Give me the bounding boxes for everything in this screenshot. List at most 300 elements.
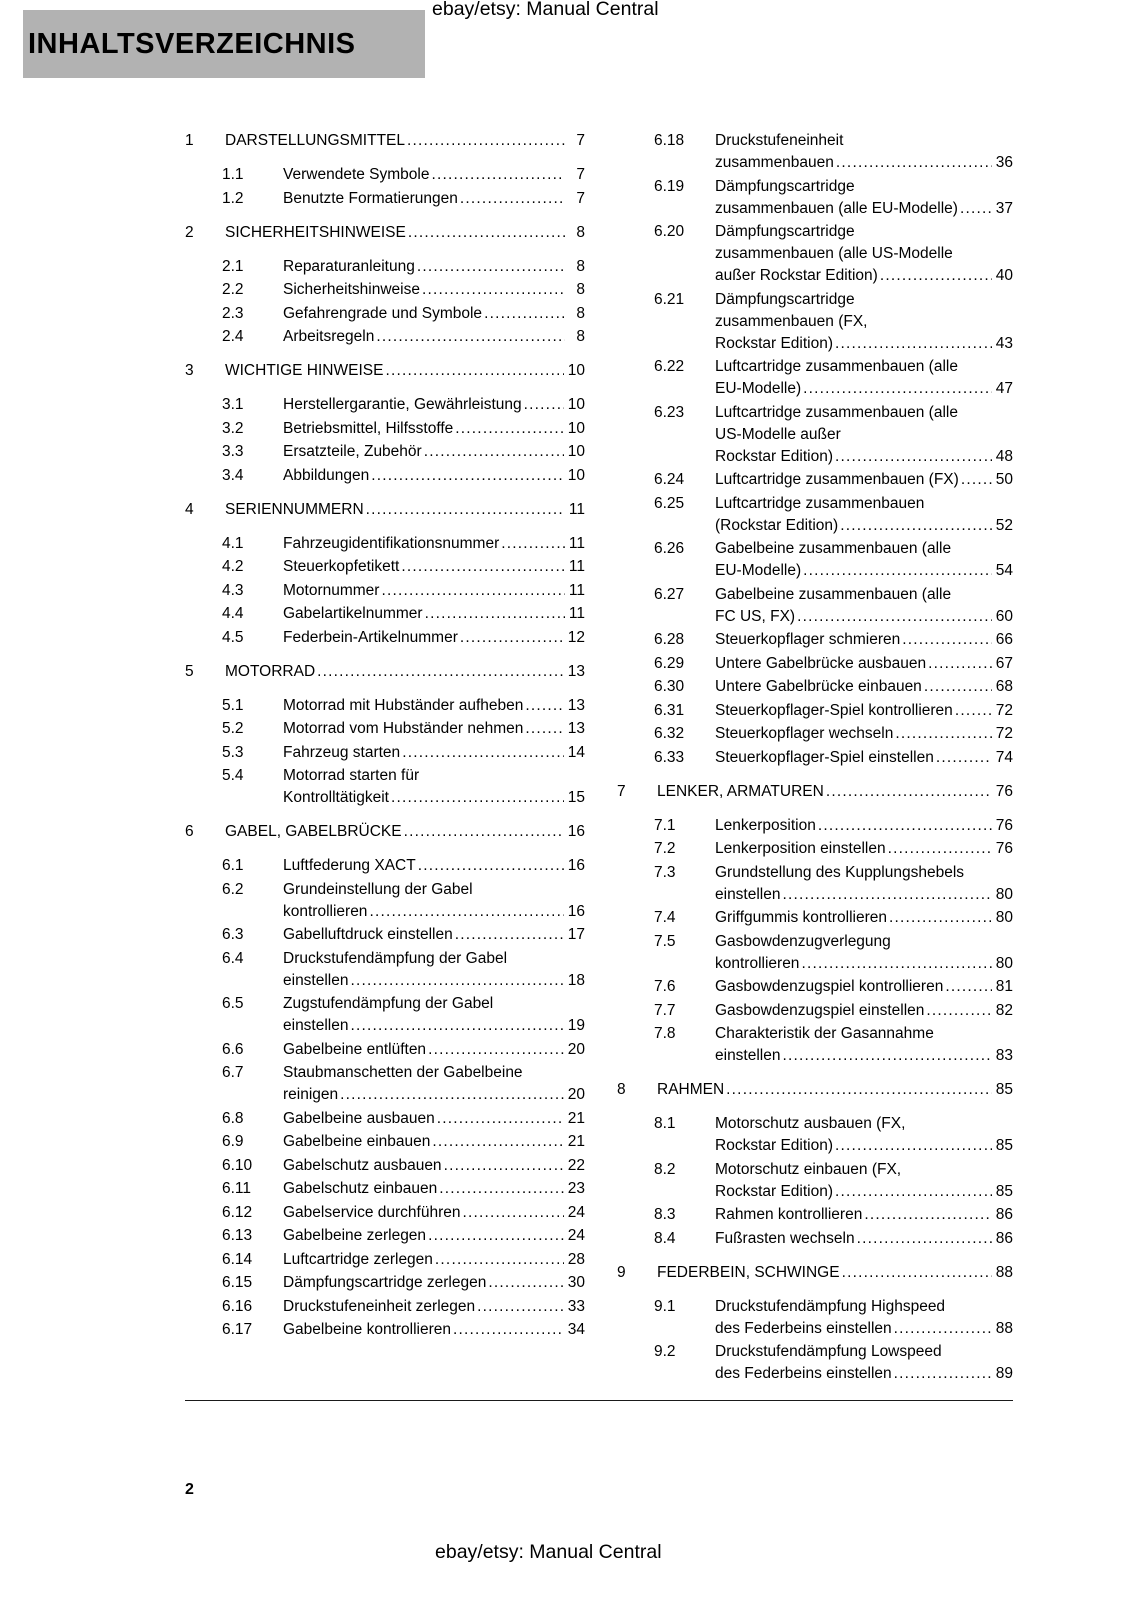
toc-chapter-entry [617,781,1013,803]
toc-entry-title [283,1178,585,1200]
toc-entry-page: 80 [995,954,1013,972]
dot-leader [317,661,564,683]
page-number: 2 [185,1481,194,1498]
toc-entry-page: 54 [995,562,1013,579]
toc-entry-number: 1 [185,132,194,149]
toc-section-entry [185,418,585,440]
toc-entry-number: 3 [185,362,194,379]
dot-leader [437,1108,564,1130]
toc-entry-title-line: Druckstufendämpfung Highspeed [715,1297,946,1315]
toc-entry-last-line [283,855,585,877]
toc-entry-title [657,1262,1013,1284]
toc-entry-title [283,993,585,1037]
toc-entry-title-line: Druckstufendämpfung der Gabel [283,949,508,967]
toc-section-entry [185,1155,585,1177]
toc-entry-page: 89 [995,1365,1013,1382]
toc-entry-title-line: Motorschutz einbauen (FX, [715,1160,902,1178]
dot-leader [889,907,992,929]
toc-entry-last-line [715,1135,1013,1157]
toc-entry-number: 6.27 [654,585,685,603]
toc-chapter-entry [185,360,585,382]
toc-entry-number: 6.8 [222,1109,244,1127]
dot-leader [501,533,565,555]
toc-entry-number: 7.1 [654,816,676,834]
toc-entry-title-line: Verwendete Symbole [283,166,430,183]
toc-entry-last-line [715,333,1013,355]
toc-entry-page: 18 [567,971,585,989]
toc-entry-number: 3.1 [222,396,244,413]
toc-entry-title [283,1202,585,1224]
toc-entry-last-line [715,815,1013,837]
toc-entry-title [715,1296,1013,1340]
toc-entry-page: 33 [567,1297,585,1315]
toc-entry-page: 85 [995,1137,1013,1154]
dot-leader [376,326,565,348]
toc-section-entry [617,747,1013,769]
toc-entry-title [715,402,1013,468]
toc-entry-title [283,948,585,992]
toc-entry-last-line [715,676,1013,698]
toc-entry-last-line [715,653,1013,675]
toc-entry-last-line [225,360,585,382]
toc-entry-last-line [715,1000,1013,1022]
toc-chapter-entry [185,222,585,244]
toc-entry-page: 36 [995,154,1013,171]
toc-entry-last-line [283,556,585,578]
toc-entry-title [715,1341,1013,1385]
toc-section-entry [185,718,585,740]
dot-leader [460,188,565,210]
toc-entry-number: 8.2 [654,1160,676,1178]
toc-section-entry [185,256,585,278]
toc-section-entry [185,164,585,186]
dot-leader [524,394,564,416]
toc-entry-number: 4.4 [222,605,244,622]
toc-entry-title [283,279,585,301]
toc-entry-title-line: Griffgummis kontrollieren [715,909,887,926]
toc-entry-title-line: Gabelbeine zusammenbauen (alle [715,585,952,603]
toc-entry-last-line [283,1015,585,1037]
toc-entry-last-line [715,700,1013,722]
toc-entry-number: 8.3 [654,1206,676,1223]
toc-entry-number: 6.31 [654,701,685,719]
dot-leader [453,1319,564,1341]
toc-entry-page: 13 [567,696,585,714]
toc-entry-title-line: Ersatzteile, Zubehör [283,443,422,460]
toc-entry-last-line [283,1131,585,1153]
toc-entry-page: 8 [576,304,585,322]
dot-leader [435,1249,564,1271]
toc-section-entry [617,538,1013,582]
toc-entry-title [225,661,585,683]
toc-entry-page: 10 [567,419,585,437]
toc-entry-title [225,499,585,521]
dot-leader [955,700,992,722]
toc-entry-last-line [715,838,1013,860]
dot-leader [961,469,992,491]
toc-entry-title-line: Charakteristik der Gasannahme [715,1025,934,1042]
toc-entry-title-line: Motorrad vom Hubständer nehmen [283,720,524,737]
toc-entry-title-line: Fahrzeug starten [283,743,401,761]
toc-entry-last-line [283,394,585,416]
toc-entry-number: 6.25 [654,494,685,512]
toc-entry-title-line: Grundstellung des Kupplungshebels [715,863,965,881]
toc-entry-title-line: Gefahrengrade und Symbole [283,304,483,322]
toc-entry-title [715,976,1013,998]
toc-entry-page: 10 [567,443,585,460]
toc-section-entry [617,130,1013,174]
footer-rule [185,1400,1013,1401]
dot-leader [418,855,564,877]
dot-leader [444,1155,564,1177]
toc-entry-title-line: Steuerkopflager-Spiel einstellen [715,748,934,766]
toc-entry-page: 7 [576,189,585,207]
toc-entry-title [715,538,1013,582]
toc-entry-last-line [283,1296,585,1318]
toc-section-entry [185,533,585,555]
dot-leader [936,747,992,769]
toc-section-entry [185,580,585,602]
toc-section-entry [185,1296,585,1318]
toc-entry-title [225,130,585,152]
toc-entry-number: 2.4 [222,328,244,345]
toc-entry-number: 7.6 [654,978,676,995]
dot-leader [366,499,565,521]
toc-entry-title-line: Gabelbeine kontrollieren [283,1321,452,1338]
toc-section-entry [617,907,1013,929]
toc-entry-page: 17 [567,926,585,943]
dot-leader [385,360,563,382]
toc-entry-title-line: zusammenbauen (alle US-Modelle [715,245,953,262]
toc-section-entry [617,356,1013,400]
toc-entry-page: 76 [995,782,1013,800]
toc-entry-number: 6.3 [222,926,244,943]
toc-entry-number: 9 [617,1263,626,1281]
dot-leader [857,1228,992,1250]
toc-entry-number: 9.1 [654,1297,676,1315]
toc-entry-title [283,533,585,555]
toc-entry-title-line: Fußrasten wechseln [715,1229,855,1247]
toc-section-entry [185,441,585,463]
toc-entry-page: 11 [568,558,585,575]
toc-entry-number: 6.17 [222,1321,253,1338]
toc-entry-title [283,879,585,923]
dot-leader [408,222,565,244]
toc-entry-page: 8 [576,257,585,275]
dot-leader [477,1296,564,1318]
toc-entry-number: 3.3 [222,443,244,460]
toc-entry-title-line: Druckstufeneinheit [715,132,844,149]
toc-chapter-entry [185,821,585,843]
toc-entry-title [283,1249,585,1271]
dot-leader [425,603,565,625]
toc-chapter-entry [185,661,585,683]
dot-leader [417,256,565,278]
toc-entry-title-line: Rahmen kontrollieren [715,1206,863,1223]
toc-section-entry [185,465,585,487]
toc-entry-last-line [283,924,585,946]
toc-entry-title-line: Dämpfungscartridge zerlegen [283,1274,487,1291]
toc-chapter-entry [617,1262,1013,1284]
toc-entry-last-line [225,222,585,244]
toc-section-entry [185,1249,585,1271]
toc-entry-page: 8 [576,328,585,345]
toc-entry-number: 6.14 [222,1250,253,1268]
toc-section-entry [617,653,1013,675]
toc-entry-title [283,1131,585,1153]
toc-entry-title-line: Dämpfungscartridge [715,223,855,240]
toc-section-entry [617,493,1013,537]
toc-entry-number: 6.1 [222,857,244,874]
toc-entry-title [283,465,585,487]
toc-section-entry [617,815,1013,837]
toc-entry-title-line: Steuerkopflager schmieren [715,631,901,648]
dot-leader [894,1318,992,1340]
toc-entry-title-line: einstellen [283,971,349,989]
toc-entry-page: 10 [567,362,585,379]
toc-entry-last-line [225,821,585,843]
toc-section-entry [617,1296,1013,1340]
toc-entry-page: 80 [995,909,1013,926]
toc-entry-number: 6.26 [654,540,685,557]
toc-section-entry [617,289,1013,355]
toc-entry-number: 6.32 [654,725,685,742]
toc-entry-last-line [283,1272,585,1294]
toc-entry-page: 86 [995,1229,1013,1247]
toc-entry-number: 7.3 [654,863,676,881]
toc-entry-title-line: Untere Gabelbrücke ausbauen [715,654,927,672]
dot-leader [381,580,564,602]
toc-entry-page: 47 [995,380,1013,397]
toc-entry-last-line [715,747,1013,769]
toc-entry-number: 6.2 [222,880,244,898]
toc-entry-title-line: WICHTIGE HINWEISE [225,362,384,379]
toc-entry-last-line [715,953,1013,975]
toc-entry-page: 21 [567,1109,585,1127]
toc-entry-number: 4 [185,500,194,518]
toc-entry-last-line [715,446,1013,468]
toc-chapter-entry [185,130,585,152]
toc-entry-last-line [715,515,1013,537]
toc-entry-last-line [283,970,585,992]
dot-leader [401,556,565,578]
toc-entry-title [283,326,585,348]
toc-entry-title-line: Gabelschutz einbauen [283,1180,438,1197]
toc-entry-title-line: Benutzte Formatierungen [283,189,458,207]
toc-entry-last-line [715,976,1013,998]
toc-entry-title-line: Gabelartikelnummer [283,605,423,622]
toc-entry-last-line [283,164,585,186]
toc-entry-title [283,303,585,325]
toc-entry-last-line [283,1084,585,1106]
toc-entry-last-line [715,1228,1013,1250]
toc-entry-title [283,418,585,440]
toc-entry-page: 10 [567,396,585,413]
toc-entry-title-line: Gabelbeine zerlegen [283,1227,427,1244]
toc-section-entry [185,603,585,625]
toc-entry-number: 6.16 [222,1297,253,1315]
toc-entry-number: 4.5 [222,628,244,646]
toc-entry-title [283,164,585,186]
toc-entry-page: 20 [567,1086,585,1103]
toc-entry-number: 6.22 [654,358,685,375]
toc-entry-title-line: Fahrzeugidentifikationsnummer [283,534,500,552]
toc-section-entry [185,1272,585,1294]
toc-entry-title-line: Luftcartridge zusammenbauen (FX) [715,471,959,488]
toc-entry-title-line: Druckstufeneinheit zerlegen [283,1297,476,1315]
toc-entry-title-line: Rockstar Edition) [715,447,834,465]
toc-entry-title [283,1062,585,1106]
toc-entry-page: 82 [995,1001,1013,1019]
toc-entry-page: 8 [576,281,585,298]
toc-entry-last-line [715,265,1013,287]
toc-entry-title [283,1296,585,1318]
dot-leader [428,1039,564,1061]
toc-section-entry [185,855,585,877]
toc-entry-number: 8 [617,1081,626,1098]
toc-entry-title-line: FEDERBEIN, SCHWINGE [657,1263,840,1281]
toc-entry-title-line: Luftcartridge zusammenbauen (alle [715,358,958,375]
dot-leader [371,465,564,487]
toc-entry-title-line: (Rockstar Edition) [715,516,839,534]
toc-section-entry [185,879,585,923]
toc-entry-title-line: Druckstufendämpfung Lowspeed [715,1343,942,1360]
toc-entry-page: 85 [995,1182,1013,1200]
toc-entry-page: 28 [567,1250,585,1268]
dot-leader [463,1202,564,1224]
toc-entry-title-line: Untere Gabelbrücke einbauen [715,678,922,695]
dot-leader [460,627,564,649]
toc-entry-number: 6.21 [654,290,685,308]
toc-entry-number: 7.8 [654,1025,676,1042]
toc-entry-title-line: zusammenbauen (FX, [715,312,868,330]
toc-entry-title [715,747,1013,769]
toc-section-entry [185,1202,585,1224]
toc-section-entry [185,1108,585,1130]
dot-leader [835,1135,992,1157]
dot-leader [818,815,992,837]
toc-entry-number: 7.5 [654,932,676,950]
toc-entry-title-line: Motorrad mit Hubständer aufheben [283,696,524,714]
toc-entry-title [715,653,1013,675]
dot-leader [836,152,992,174]
dot-leader [926,1000,991,1022]
toc-entry-title-line: GABEL, GABELBRÜCKE [225,823,402,840]
toc-entry-last-line [283,256,585,278]
toc-entry-last-line [657,1262,1013,1284]
toc-entry-last-line [715,1181,1013,1203]
toc-entry-title-line: SERIENNUMMERN [225,500,364,518]
toc-entry-number: 2.1 [222,257,244,275]
dot-leader [391,787,564,809]
dot-leader [835,446,992,468]
toc-entry-title [283,1319,585,1341]
toc-entry-number: 3.2 [222,419,244,437]
toc-entry-number: 1.1 [222,166,244,183]
toc-entry-title-line: Luftcartridge zusammenbauen (alle [715,403,958,421]
toc-entry-last-line [715,629,1013,651]
toc-section-entry [185,765,585,809]
toc-entry-page: 13 [567,662,585,680]
toc-section-entry [617,976,1013,998]
toc-entry-number: 6.20 [654,223,685,240]
toc-entry-title-line: Gasbowdenzugverlegung [715,932,891,950]
toc-entry-number: 5.2 [222,720,244,737]
dot-leader [842,1262,992,1284]
toc-entry-title [657,1079,1013,1101]
toc-entry-title [283,1039,585,1061]
toc-entry-title [715,1228,1013,1250]
toc-entry-page: 34 [567,1321,585,1338]
toc-entry-number: 5.3 [222,743,244,761]
toc-entry-title-line: Dämpfungscartridge [715,290,855,308]
toc-entry-page: 20 [567,1040,585,1058]
toc-entry-last-line [715,907,1013,929]
toc-entry-title [715,493,1013,537]
toc-entry-title-line: Arbeitsregeln [283,328,375,345]
toc-section-entry [185,556,585,578]
toc-entry-title-line: Rockstar Edition) [715,1182,834,1200]
toc-entry-number: 7.7 [654,1001,676,1019]
dot-leader [895,723,991,745]
toc-entry-title [715,907,1013,929]
toc-entry-title [715,289,1013,355]
toc-entry-title [283,556,585,578]
dot-leader [783,1045,992,1067]
toc-entry-title-line: außer Rockstar Edition) [715,267,878,284]
dot-leader [945,976,991,998]
dot-leader [803,560,992,582]
toc-entry-page: 52 [995,516,1013,534]
toc-chapter-entry [617,1079,1013,1101]
toc-entry-title [283,188,585,210]
toc-section-entry [617,676,1013,698]
toc-entry-number: 5.1 [222,696,244,714]
dot-leader [888,838,992,860]
toc-entry-title-line: Steuerkopfetikett [283,558,400,575]
toc-entry-page: 88 [995,1263,1013,1281]
toc-section-entry [617,1204,1013,1226]
toc-section-entry [185,993,585,1037]
toc-entry-title [715,221,1013,287]
toc-entry-title [715,1023,1013,1067]
toc-entry-title [225,360,585,382]
toc-entry-number: 6.9 [222,1133,244,1150]
toc-entry-number: 6.24 [654,471,685,488]
toc-entry-title [715,584,1013,628]
toc-entry-page: 30 [567,1274,585,1291]
toc-entry-title [657,781,1013,803]
dot-leader [797,606,992,628]
toc-entry-title-line: RAHMEN [657,1081,725,1098]
toc-entry-title-line: Dämpfungscartridge [715,177,855,195]
toc-entry-title [283,441,585,463]
dot-leader [455,924,564,946]
toc-entry-page: 60 [995,607,1013,625]
dot-leader [484,303,565,325]
toc-entry-title [283,580,585,602]
toc-entry-last-line [283,580,585,602]
toc-entry-title [283,627,585,649]
toc-entry-number: 5 [185,662,194,680]
toc-entry-number: 9.2 [654,1343,676,1360]
toc-entry-title [283,1272,585,1294]
toc-entry-page: 14 [567,743,585,761]
toc-entry-page: 37 [995,199,1013,217]
toc-section-entry [185,695,585,717]
toc-entry-number: 8.1 [654,1115,676,1132]
toc-section-entry [185,188,585,210]
